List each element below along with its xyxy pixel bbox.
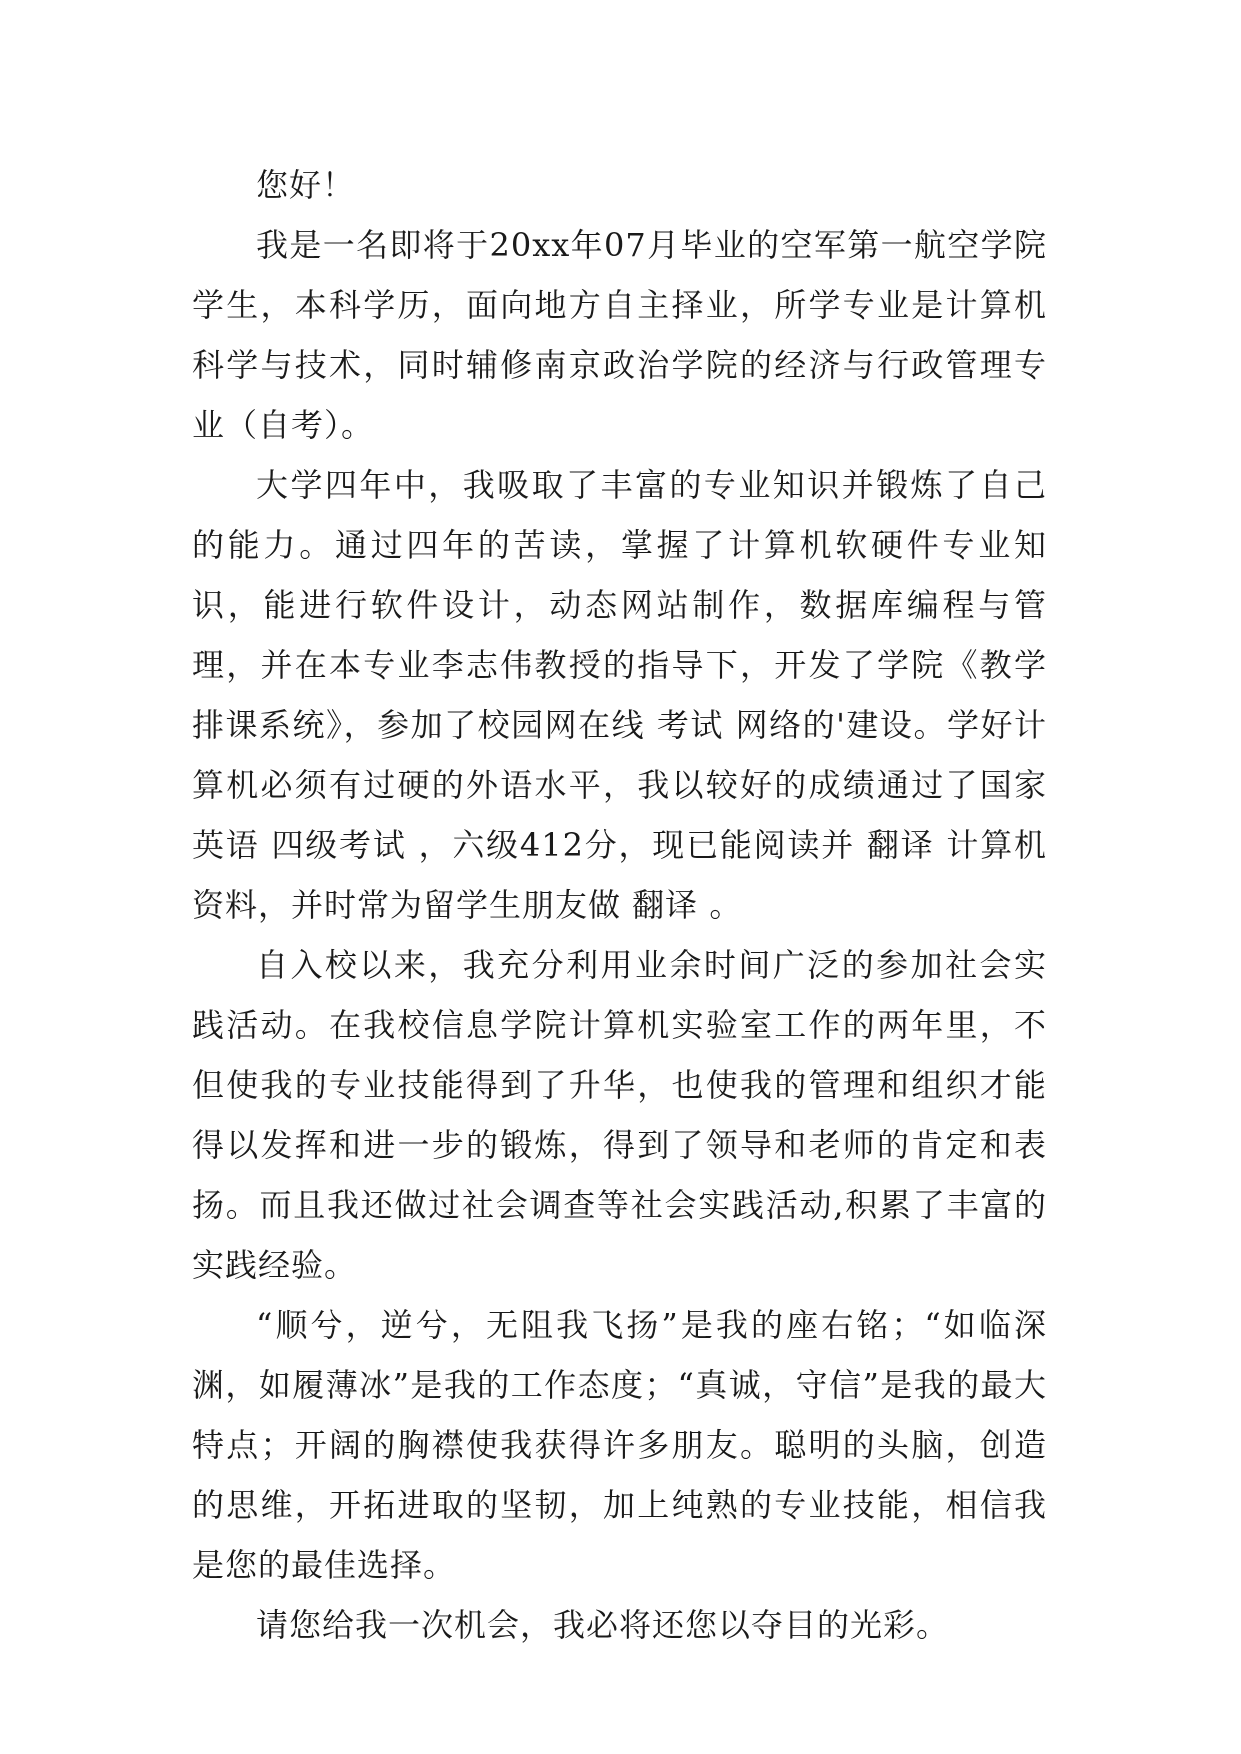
paragraph-closing: 请您给我一次机会，我必将还您以夺目的光彩。 <box>256 1606 950 1644</box>
letter-body <box>192 155 1059 1655</box>
paragraph-practice: 自入校以来，我充分利用业余时间广泛的参加社会实践活动。在我校信息学院计算机实验室工作的两年里，不但使我的专业技能得到了升华，也使我的管理和组织才能得以发挥和进一步的锻炼，得到了领导和老师的肯定和表扬。而且我还做过社会调查等社会实践活动,积累了丰富的实践经验。 <box>192 946 1047 1284</box>
paragraph-education: 大学四年中，我吸取了丰富的专业知识并锻炼了自己的能力。通过四年的苦读，掌握了计算机软硬件专业知识，能进行软件设计，动态网站制作，数据库编程与管理，并在本专业李志伟教授的指导下，开发了学院《教学排课系统》，参加了校园网在线 考试 网络的'建设。学好计算机必须有过硬的外语水平，我以较好的成绩通过了国家 英语 四级考试 ，六级412分，现已能阅读并 翻译 计算机资料，并时常为留学生朋友做 翻译 。 <box>192 466 1059 924</box>
greeting: 您好！ <box>256 166 356 204</box>
paragraph-motto: “顺兮，逆兮，无阻我飞扬”是我的座右铭；“如临深渊，如履薄冰”是我的工作态度；“真诚，守信”是我的最大特点；开阔的胸襟使我获得许多朋友。聪明的头脑，创造的思维，开拓进取的坚韧，加上纯熟的专业技能，相信我是您的最佳选择。 <box>192 1306 1047 1584</box>
paragraph-introduction: 我是一名即将于20xx年07月毕业的空军第一航空学院学生，本科学历，面向地方自主择业，所学专业是计算机科学与技术，同时辅修南京政治学院的经济与行政管理专业（自考）。 <box>192 226 1047 444</box>
